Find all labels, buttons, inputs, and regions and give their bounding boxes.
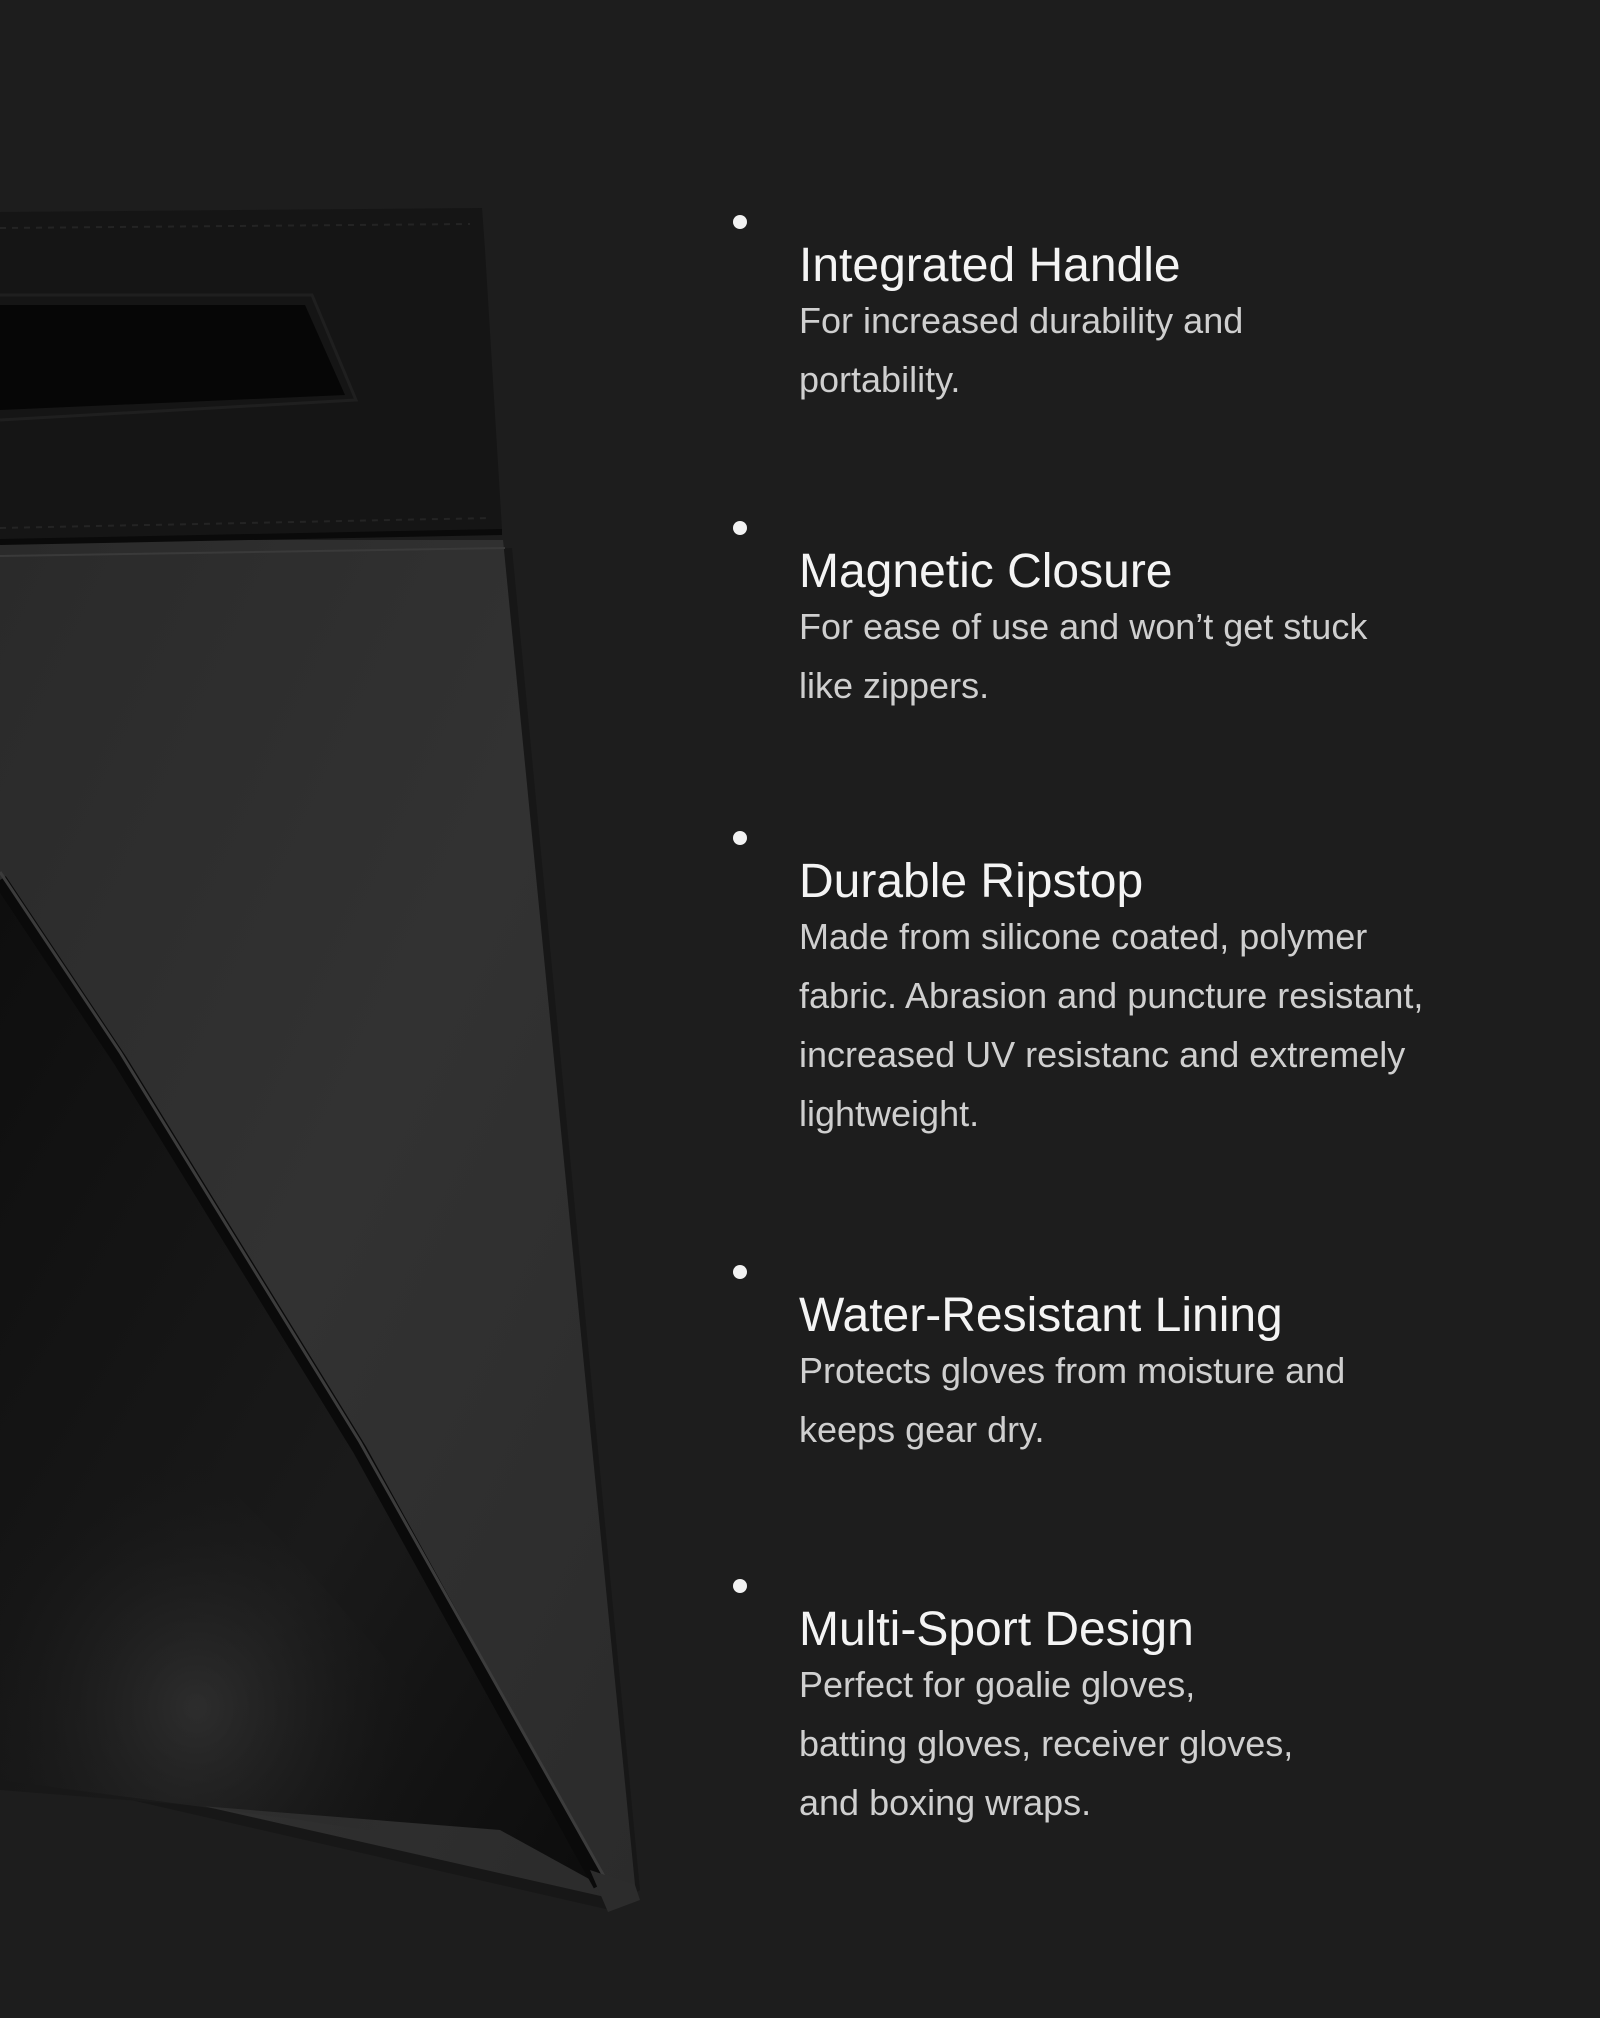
- bullet-icon: [733, 1579, 747, 1593]
- bullet-icon: [733, 1265, 747, 1279]
- feature-description: Made from silicone coated, polymer fabric. Abrasion and puncture resistant, increased UV resistanc and extremely lightweight.: [799, 916, 1424, 1134]
- feature-description: Perfect for goalie gloves, batting gloves, receiver gloves, and boxing wraps.: [799, 1664, 1294, 1823]
- feature-description: For ease of use and won’t get stuck like zippers.: [799, 606, 1368, 706]
- feature-title: Multi-Sport Design: [799, 1603, 1194, 1656]
- bullet-icon: [733, 831, 747, 845]
- feature-title: Durable Ripstop: [799, 855, 1144, 908]
- feature-description: For increased durability and portability.: [799, 300, 1244, 400]
- bullet-icon: [733, 521, 747, 535]
- feature-title: Water-Resistant Lining: [799, 1289, 1283, 1342]
- bullet-icon: [733, 215, 747, 229]
- feature-title: Integrated Handle: [799, 239, 1181, 292]
- glove-bag-image: [0, 0, 680, 1940]
- feature-title: Magnetic Closure: [799, 545, 1173, 598]
- handle-cutout: [0, 305, 345, 410]
- feature-description: Protects gloves from moisture and keeps gear dry.: [799, 1350, 1346, 1450]
